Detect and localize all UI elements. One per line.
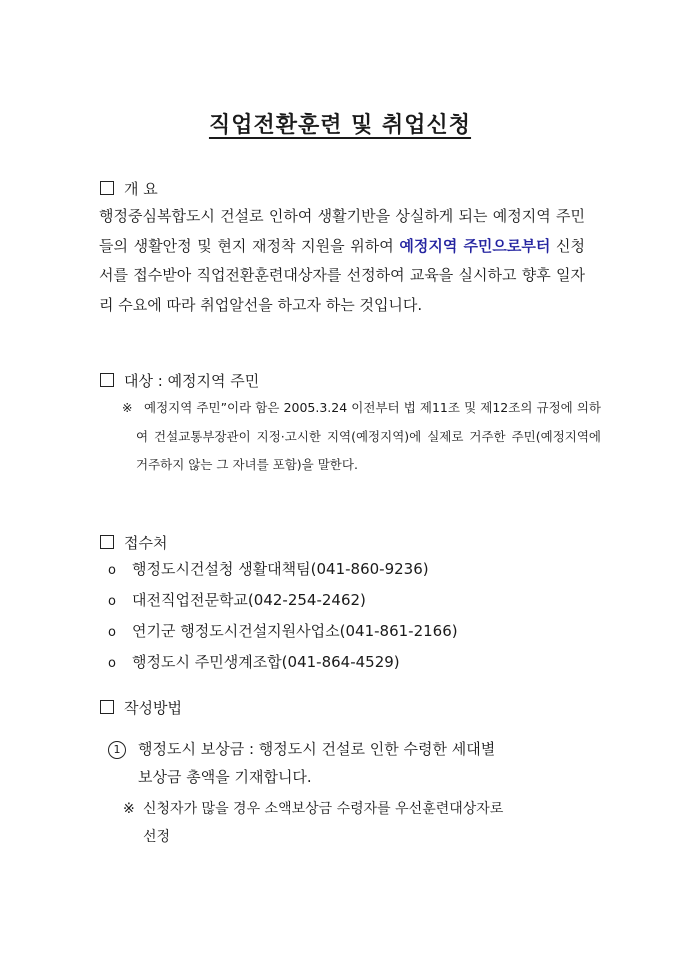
list-item: o 대전직업전문학교(042-254-2462) — [108, 591, 366, 609]
overview-paragraph: 행정중심복합도시 건설로 인하여 생활기반을 상실하게 되는 예정지역 주민들의 생활안정 및 현지 재정착 지원을 위하여 예정지역 주민으로부터 신청서를 접수받아 직업전환훈련대상자를 선정하여 교육을 실시하고 향후 일자리 수요에 따라 취업알선을 하고자 하는 것입니다. — [99, 207, 586, 314]
overview-heading: 개 요 — [100, 178, 158, 199]
method-heading: 작성방법 — [100, 697, 182, 718]
reference-mark-icon: ※ — [122, 400, 133, 415]
checkbox-square-icon — [100, 535, 114, 549]
bullet-icon: o — [108, 563, 116, 578]
bullet-icon: o — [108, 594, 116, 609]
target-heading: 대상 : 예정지역 주민 — [100, 370, 259, 391]
list-item: o 행정도시 주민생계조합(041-864-4529) — [108, 653, 400, 671]
list-item: o 연기군 행정도시건설지원사업소(041-861-2166) — [108, 622, 458, 640]
highlighted-text: 예정지역 주민으로부터 — [399, 236, 551, 255]
reference-mark-icon: ※ — [123, 801, 135, 817]
page-title: 직업전환훈련 및 취업신청 — [208, 113, 472, 138]
checkbox-square-icon — [100, 700, 114, 714]
bullet-icon: o — [108, 656, 116, 671]
bullet-icon: o — [108, 625, 116, 640]
method-note: ※ 신청자가 많을 경우 소액보상금 수령자를 우선훈련대상자로 선정 — [123, 795, 585, 851]
circled-number-icon: 1 — [108, 741, 126, 759]
checkbox-square-icon — [100, 181, 114, 195]
list-item: o 행정도시건설청 생활대책팀(041-860-9236) — [108, 560, 429, 578]
checkbox-square-icon — [100, 373, 114, 387]
target-note: ※ 예정지역 주민”이라 함은 2005.3.24 이전부터 법 제11조 및 제12조의 규정에 의하여 건설교통부장관이 지정·고시한 지역(예정지역)에 실제로 거주한 주민(예정지역에 거주하지 않는 그 자녀를 포함)을 말한다. — [122, 394, 601, 480]
method-item: 1 행정도시 보상금 : 행정도시 건설로 인한 수령한 세대별 보상금 총액을 기재합니다. — [108, 735, 586, 791]
reception-heading: 접수처 — [100, 532, 167, 553]
